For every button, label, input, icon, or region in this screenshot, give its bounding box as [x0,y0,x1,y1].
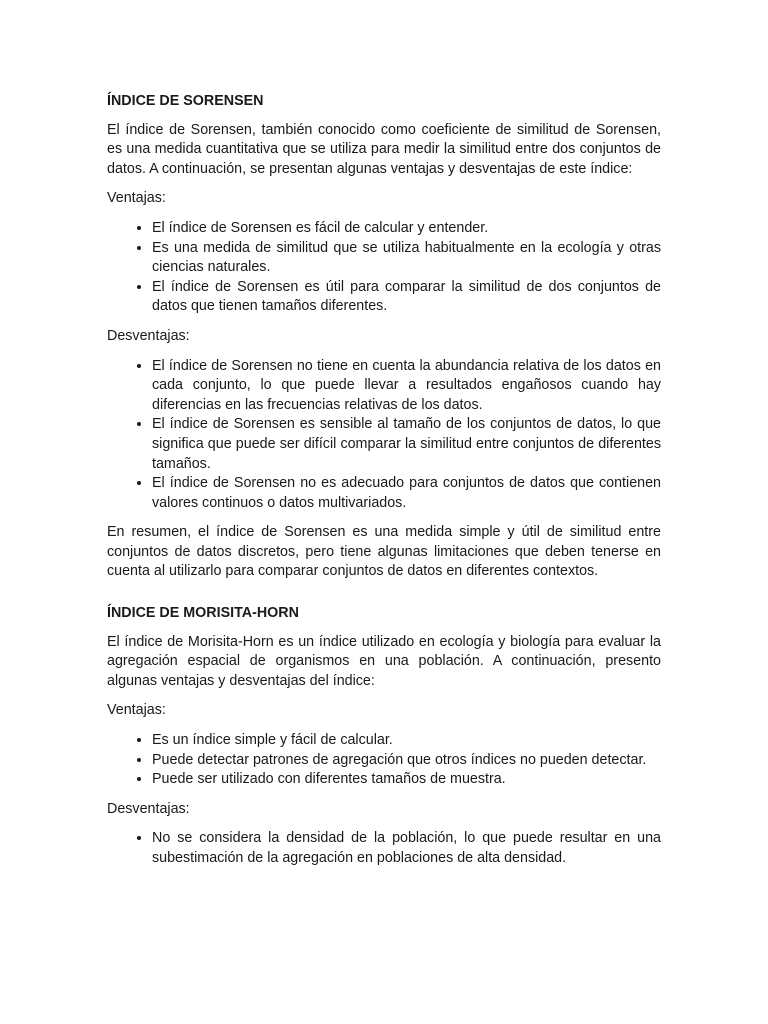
advantages-list [107,731,661,790]
list-item: • El índice de Sorensen es útil para comparar la similitud de dos conjuntos de datos que tienen tamaños diferentes. [152,278,661,317]
section-sorensen [107,92,661,582]
list-item: • Es una medida de similitud que se utiliza habitualmente en la ecología y otras ciencias naturales. [152,239,661,278]
summary-paragraph: En resumen, el índice de Sorensen es una medida simple y útil de similitud entre conjuntos de datos discretos, pero tiene algunas limitaciones que deben tenerse en cuenta al utilizarlo para comparar conjuntos de datos en diferentes contextos. [107,524,661,580]
disadvantages-list [107,829,661,868]
list-item: • Puede ser utilizado con diferentes tamaños de muestra. [152,770,661,790]
intro-paragraph: El índice de Sorensen, también conocido como coeficiente de similitud de Sorensen, es una medida cuantitativa que se utiliza para medir la similitud entre dos conjuntos de datos. A continuación, se presentan algunas ventajas y desventajas de este índice: [107,121,661,177]
disadvantages-label: Desventajas: [107,327,190,344]
advantages-label: Ventajas: [107,190,166,207]
advantages-label: Ventajas: [107,702,166,719]
list-item: • El índice de Sorensen es sensible al tamaño de los conjuntos de datos, lo que significa que puede ser difícil comparar la similitud entre conjuntos de diferentes tamaños. [152,415,661,474]
list-item: • No se considera la densidad de la población, lo que puede resultar en una subestimación de la agregación en poblaciones de alta densidad. [152,829,661,868]
section-heading: ÍNDICE DE SORENSEN [107,93,264,109]
section-heading: ÍNDICE DE MORISITA-HORN [107,605,299,622]
intro-paragraph: El índice de Morisita-Horn es un índice utilizado en ecología y biología para evaluar la agregación espacial de organismos en una población. A continuación, presento algunas ventajas y desventajas del índice: [107,633,661,689]
list-item: • Puede detectar patrones de agregación que otros índices no pueden detectar. [152,751,661,771]
list-item: • El índice de Sorensen no es adecuado para conjuntos de datos que contienen valores continuos o datos multivariados. [152,474,661,513]
advantages-list [107,219,661,317]
list-item: • El índice de Sorensen es fácil de calcular y entender. [152,219,661,239]
disadvantages-label: Desventajas: [107,800,190,817]
disadvantages-list [107,357,661,514]
list-item: • El índice de Sorensen no tiene en cuenta la abundancia relativa de los datos en cada conjunto, lo que puede llevar a resultados engañosos cuando hay diferencias en las frecuencias relativas de los datos. [152,357,661,416]
list-item: • Es un índice simple y fácil de calcular. [152,731,661,751]
section-morisita-horn [107,604,661,869]
